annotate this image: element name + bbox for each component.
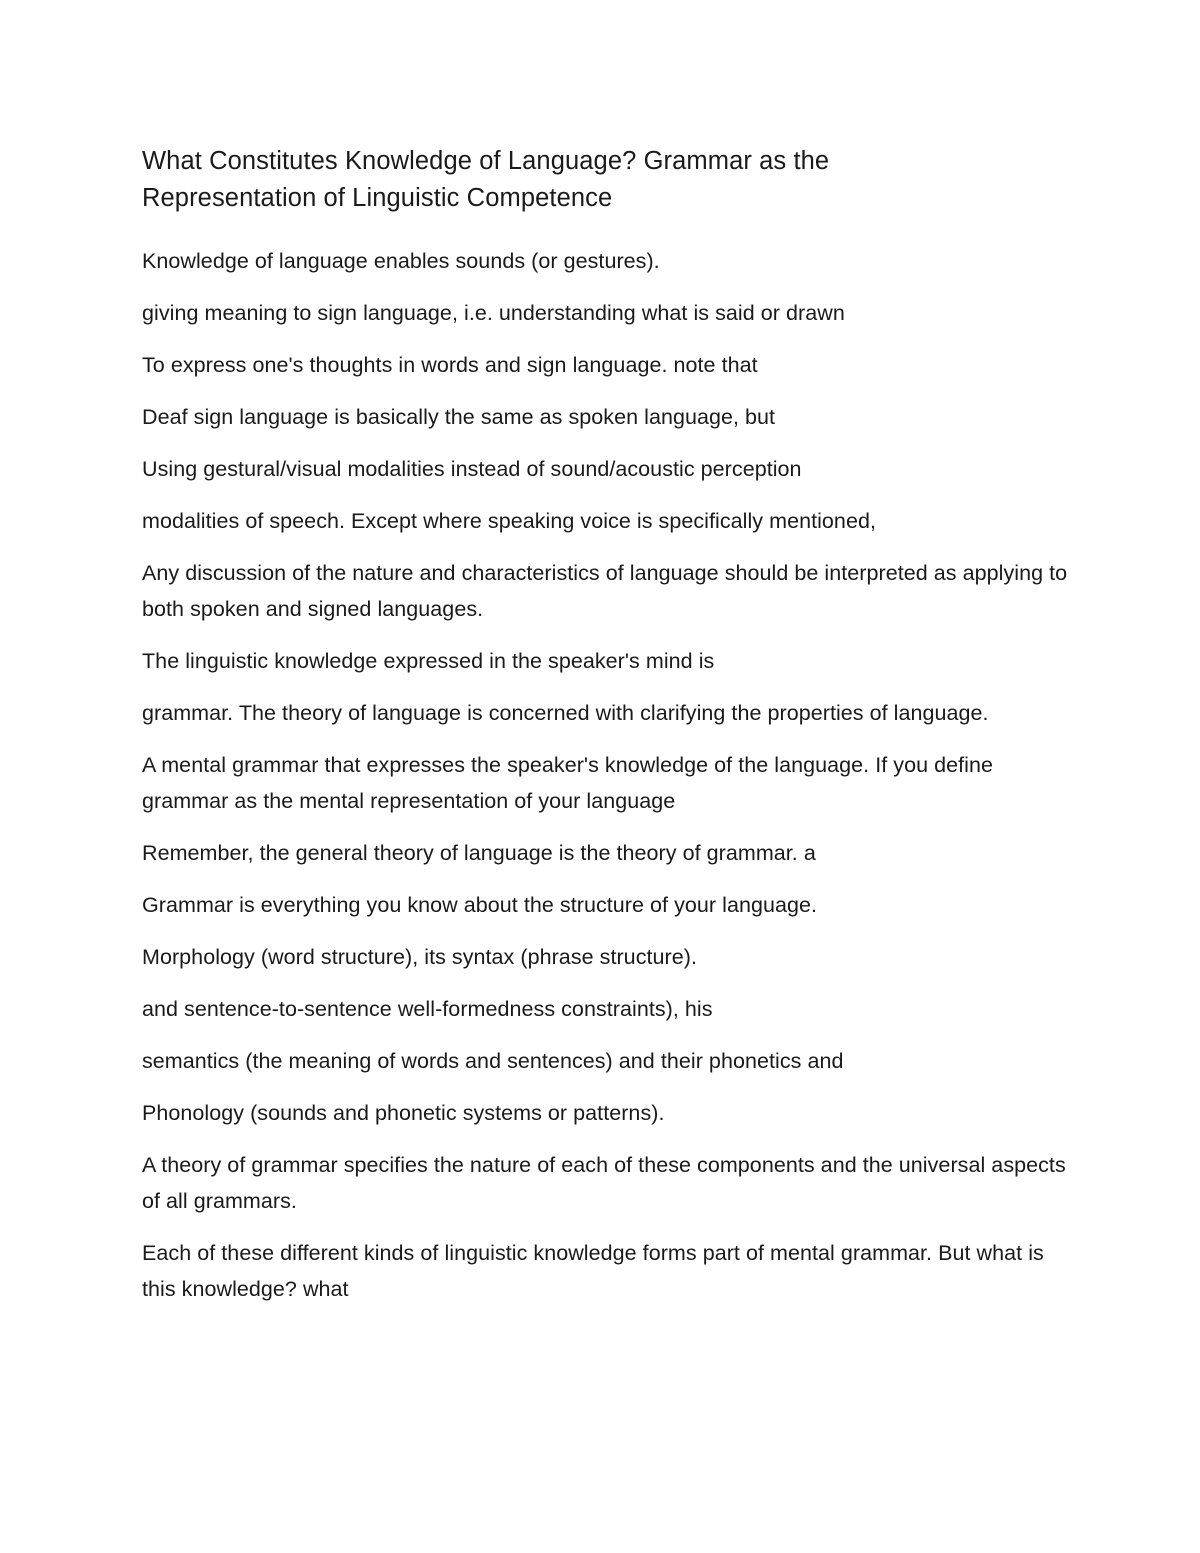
- paragraph: Deaf sign language is basically the same as spoken language, but: [142, 405, 776, 429]
- paragraph: and sentence-to-sentence well-formedness constraints), his: [142, 997, 713, 1021]
- paragraph: Each of these different kinds of linguistic knowledge forms part of mental grammar. But what is this knowledge? what: [142, 1241, 1044, 1301]
- title-line-1: What Constitutes Knowledge of Language? Grammar as the: [142, 147, 830, 175]
- document-page: [142, 143, 1072, 1323]
- paragraph: grammar. The theory of language is concerned with clarifying the properties of language.: [142, 701, 989, 725]
- paragraph: Using gestural/visual modalities instead of sound/acoustic perception: [142, 457, 802, 481]
- paragraph: Remember, the general theory of language is the theory of grammar. a: [142, 841, 816, 865]
- paragraph: Phonology (sounds and phonetic systems or patterns).: [142, 1101, 665, 1125]
- paragraph: To express one's thoughts in words and sign language. note that: [142, 353, 758, 377]
- paragraph: Any discussion of the nature and characteristics of language should be interpreted as applying to both spoken and signed languages.: [142, 561, 1068, 621]
- paragraph: Grammar is everything you know about the structure of your language.: [142, 893, 818, 917]
- paragraph: Knowledge of language enables sounds (or gestures).: [142, 249, 660, 273]
- paragraph: A theory of grammar specifies the nature of each of these components and the universal aspects of all grammars.: [142, 1153, 1066, 1213]
- title-line-2: Representation of Linguistic Competence: [142, 184, 613, 212]
- paragraph: Morphology (word structure), its syntax (phrase structure).: [142, 945, 697, 969]
- document-title: [142, 143, 1072, 217]
- paragraph: The linguistic knowledge expressed in the speaker's mind is: [142, 649, 715, 673]
- paragraph: semantics (the meaning of words and sentences) and their phonetics and: [142, 1049, 844, 1073]
- paragraph: modalities of speech. Except where speaking voice is specifically mentioned,: [142, 509, 876, 533]
- paragraph: giving meaning to sign language, i.e. understanding what is said or drawn: [142, 301, 845, 325]
- paragraph: A mental grammar that expresses the speaker's knowledge of the language. If you define grammar as the mental representation of your language: [142, 753, 993, 813]
